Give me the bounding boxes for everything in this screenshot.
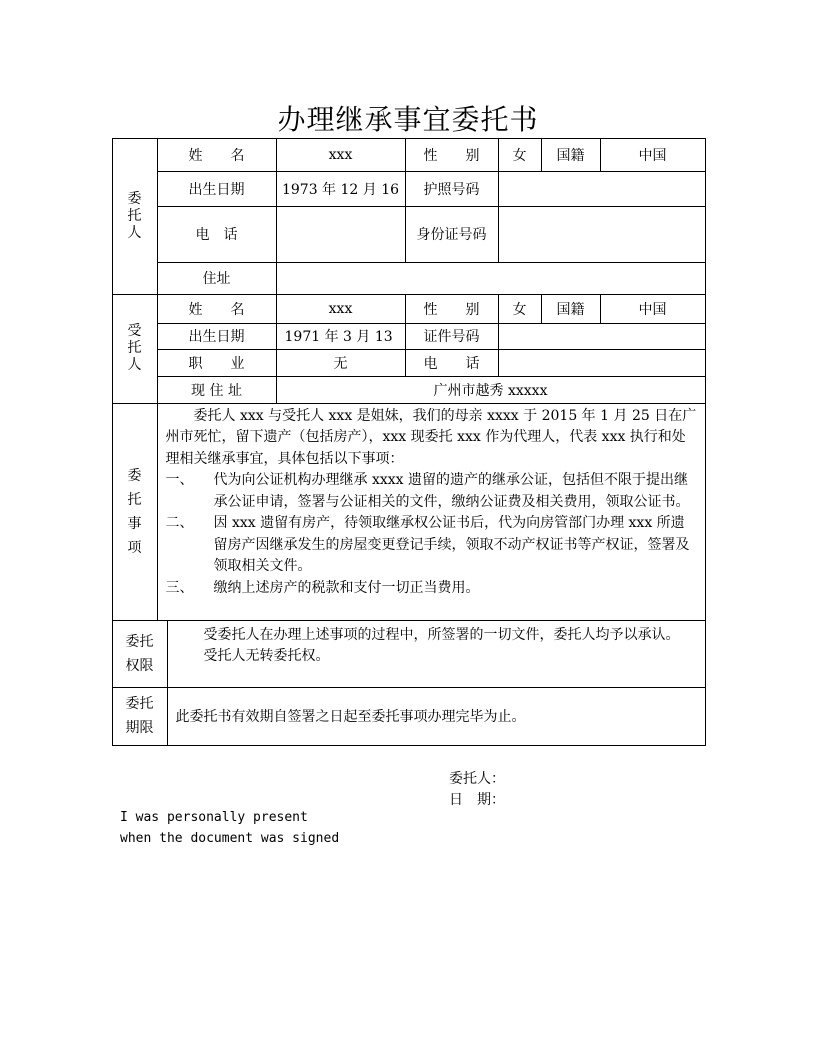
agent-name: xxx bbox=[276, 294, 406, 324]
agent-section-label: 受 托 人 bbox=[112, 294, 158, 404]
agent-dob: 1971 年 3 月 13 bbox=[276, 323, 406, 350]
authority-label bbox=[112, 620, 168, 688]
principal-id-label: 身份证号码 bbox=[405, 206, 499, 263]
principal-nationality: 中国 bbox=[600, 138, 706, 172]
authority-content bbox=[167, 620, 706, 688]
principal-phone bbox=[276, 206, 406, 263]
agent-phone-label: 电 话 bbox=[405, 349, 499, 377]
document-title: 办理继承事宜委托书 bbox=[277, 103, 539, 136]
signature-date: 日 期： bbox=[449, 792, 505, 808]
item-number: 一、 bbox=[165, 472, 194, 488]
matters-item bbox=[166, 578, 699, 600]
principal-dob: 1973 年 12 月 16 bbox=[276, 171, 406, 207]
principal-passport-label: 护照号码 bbox=[405, 171, 499, 207]
authority-label-line1: 委托 bbox=[125, 633, 154, 650]
agent-nationality-label: 国籍 bbox=[541, 294, 601, 324]
term-label-line1: 委托 bbox=[125, 696, 154, 712]
agent-nationality: 中国 bbox=[600, 294, 706, 324]
principal-gender: 女 bbox=[498, 138, 542, 172]
principal-phone-label: 电 话 bbox=[157, 206, 277, 263]
principal-address bbox=[276, 262, 706, 295]
agent-phone bbox=[498, 349, 706, 377]
signature-principal: 委托人： bbox=[449, 771, 505, 787]
agent-address: 广州市越秀 xxxxx bbox=[276, 376, 706, 404]
principal-id bbox=[498, 206, 706, 263]
item-text: 因 xxx 遗留有房产，待领取继承权公证书后，代为向房管部门办理 xxx 所遗留房产因继承发生的房屋变更登记手续，领取不动产权证书等产权证，签署及领取相关文件。 bbox=[213, 515, 690, 574]
principal-section-label: 委 托 人 bbox=[112, 138, 158, 295]
principal-gender-label: 性 别 bbox=[405, 138, 499, 172]
item-text: 缴纳上述房产的税款和支付一切正当费用。 bbox=[213, 579, 480, 596]
term-label-line2: 期限 bbox=[125, 720, 154, 736]
agent-gender-label: 性 别 bbox=[405, 294, 499, 324]
item-text: 代为向公证机构办理继承 xxxx 遗留的遗产的继承公证，包括但不限于提出继承公证申请，签署与公证相关的文件，缴纳公证费及相关费用，领取公证书。 bbox=[213, 472, 690, 510]
principal-name-label: 姓 名 bbox=[157, 138, 277, 172]
term-text: 此委托书有效期自签署之日起至委托事项办理完毕为止。 bbox=[167, 687, 706, 746]
agent-cert-label: 证件号码 bbox=[405, 323, 499, 350]
principal-name: xxx bbox=[276, 138, 406, 172]
agent-dob-label: 出生日期 bbox=[157, 323, 277, 350]
matters-item bbox=[166, 513, 699, 578]
agent-job: 无 bbox=[276, 349, 406, 377]
authority-text: 受委托人在办理上述事项的过程中，所签署的一切文件，委托人均予以承认。 bbox=[203, 626, 680, 643]
agent-name-label: 姓 名 bbox=[157, 294, 277, 324]
item-number: 二、 bbox=[165, 515, 194, 531]
matters-label-text: 委托事项 bbox=[127, 467, 142, 556]
authority-text: 受托人无转委托权。 bbox=[203, 648, 330, 664]
note-line1: I was personally present bbox=[120, 810, 308, 825]
agent-gender: 女 bbox=[498, 294, 542, 324]
principal-nationality-label: 国籍 bbox=[541, 138, 601, 172]
agent-address-label: 现 住 址 bbox=[157, 376, 277, 404]
matters-label bbox=[112, 403, 158, 621]
matters-item bbox=[166, 470, 699, 513]
authority-label-line2: 权限 bbox=[125, 657, 154, 674]
note-line2: when the document was signed bbox=[120, 831, 340, 846]
principal-passport bbox=[498, 171, 706, 207]
agent-job-label: 职 业 bbox=[157, 349, 277, 377]
principal-dob-label: 出生日期 bbox=[157, 171, 277, 207]
term-label bbox=[112, 687, 168, 746]
matters-content bbox=[157, 403, 706, 621]
agent-cert bbox=[498, 323, 706, 350]
item-number: 三、 bbox=[165, 579, 194, 596]
principal-address-label: 住址 bbox=[157, 262, 277, 295]
matters-intro: 委托人 xxx 与受托人 xxx 是姐妹，我们的母亲 xxxx 于 2015 年 1 月 25 日在广州市死忙，留下遗产（包括房产），xxx 现委托 xxx 作为代理人，代表 xxx 执行和处理相关继承事宜，具体包括以下事项： bbox=[165, 407, 697, 467]
